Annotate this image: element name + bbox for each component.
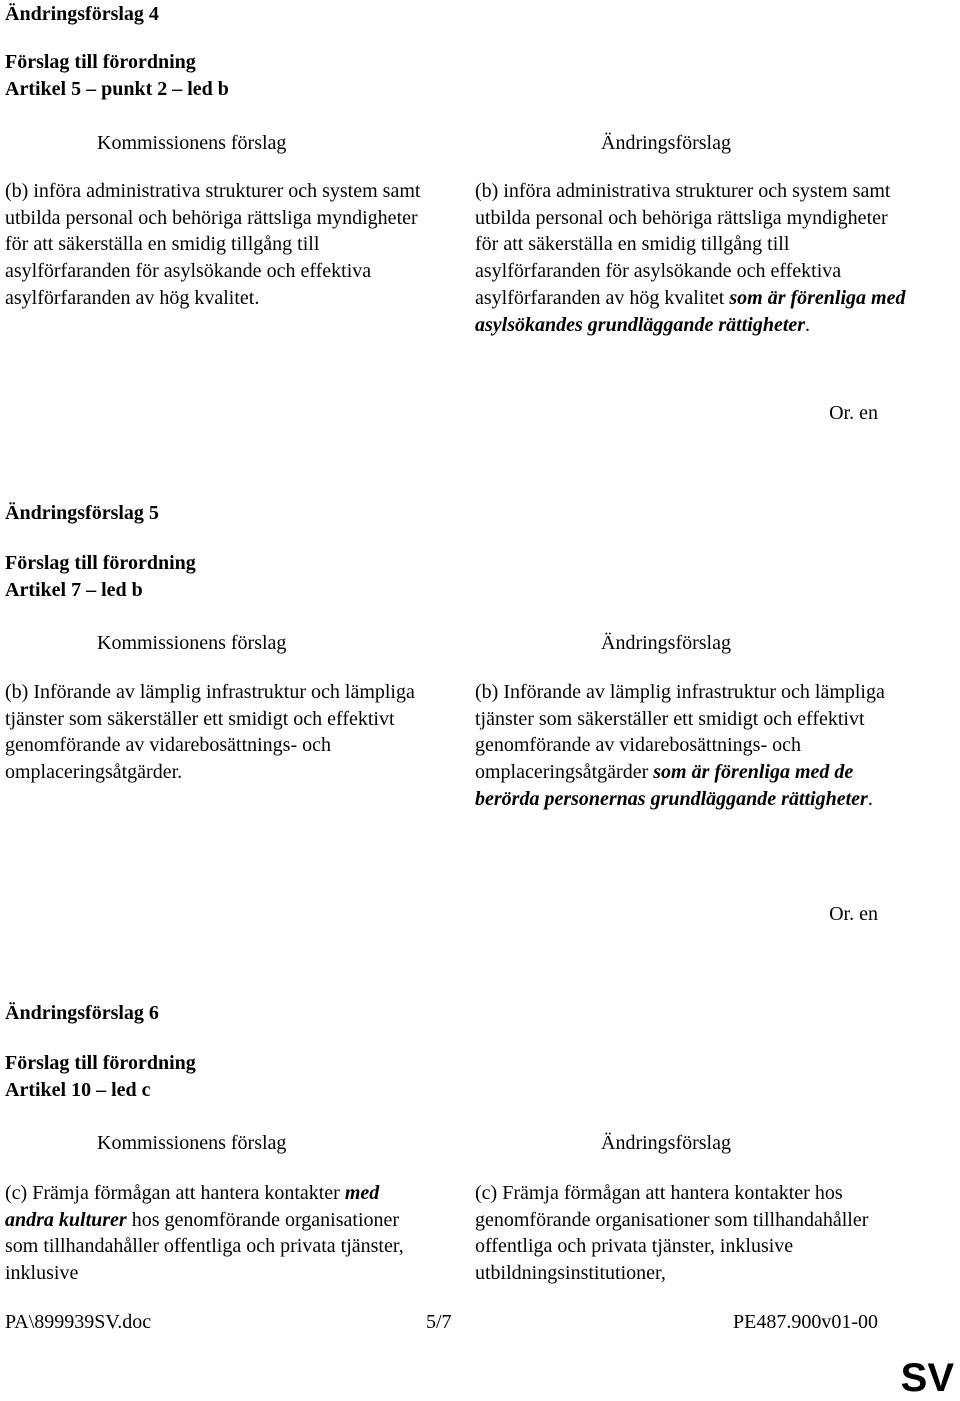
amendment-6-title: Ändringsförslag 6	[5, 1002, 159, 1024]
amendment-4-added-text: som är förenliga med asylsökandes grundläggande rättigheter	[475, 286, 906, 336]
amendment-6-commission-text	[5, 1180, 425, 1287]
amendment-5-amendment-text	[475, 679, 915, 813]
amendment-6-article: Artikel 10 – led c	[5, 1079, 151, 1101]
amendment-5-title: Ändringsförslag 5	[5, 502, 159, 524]
amendment-5-proposal: Förslag till förordning	[5, 552, 196, 574]
footer-page-number: 5/7	[426, 1311, 452, 1333]
amendment-4-amendment-text	[475, 178, 915, 338]
amendment-5-unchanged-text: (b) Införande av lämplig infrastruktur och lämpliga tjänster som säkerställer ett smidigt och effektivt genomförande av vidarebosättnings- och omplaceringsåtgärder	[475, 681, 885, 784]
amendment-4-proposal: Förslag till förordning	[5, 51, 196, 73]
amendment-5-commission-text: (b) Införande av lämplig infrastruktur och lämpliga tjänster som säkerställer ett smidigt och effektivt genomförande av vidarebosättnings- och omplaceringsåtgärder.	[5, 681, 415, 784]
amendment-4-unchanged-text: (b) införa administrativa strukturer och system samt utbilda personal och behöriga rättsliga myndigheter för att säkerställa en smidig tillgång till asylförfaranden för asylsökande och effektiva asylförfaranden av hög kvalitet	[475, 180, 891, 309]
amendment-4-article: Artikel 5 – punkt 2 – led b	[5, 78, 229, 100]
footer-doc-ref: PA\899939SV.doc	[5, 1311, 152, 1333]
amendment-4-commission-text: (b) införa administrativa strukturer och system samt utbilda personal och behöriga rättsliga myndigheter för att säkerställa en smidig tillgång till asylförfaranden för asylsökande och effektiva asylförfaranden av hög kvalitet.	[5, 180, 421, 309]
footer-pe-ref: PE487.900v01-00	[733, 1311, 878, 1333]
amendment-5-original-language: Or. en	[829, 903, 878, 925]
amendment-4-title: Ändringsförslag 4	[5, 3, 159, 25]
amendment-5-added-text: som är förenliga med de berörda personernas grundläggande rättigheter	[475, 761, 868, 810]
amendment-5-article: Artikel 7 – led b	[5, 579, 143, 601]
amendment-6-text-after: hos genomförande organisationer som tillhandahåller offentliga och privata tjänster, inklusive	[5, 1208, 404, 1285]
amendment-6-left-column-heading: Kommissionens förslag	[97, 1132, 287, 1154]
amendment-4-right-column-heading: Ändringsförslag	[601, 132, 731, 154]
amendment-6-proposal: Förslag till förordning	[5, 1052, 196, 1074]
amendment-5-left-column-heading: Kommissionens förslag	[97, 632, 287, 654]
amendment-6-text-before: (c) Främja förmågan att hantera kontakter	[5, 1182, 340, 1204]
amendment-5-end-punct: .	[867, 787, 873, 810]
amendment-5-right-column-heading: Ändringsförslag	[601, 632, 731, 654]
amendment-4-original-language: Or. en	[829, 402, 878, 424]
amendment-4-end-punct: .	[805, 313, 811, 336]
amendment-6-amendment-text: (c) Främja förmågan att hantera kontakter hos genomförande organisationer som tillhandahåller offentliga och privata tjänster, inklusive utbildningsinstitutioner,	[475, 1182, 869, 1285]
amendment-6-removed-text: med andra kulturer	[5, 1182, 380, 1231]
amendment-6-right-column-heading: Ändringsförslag	[601, 1132, 731, 1154]
footer-language-code: SV	[900, 1356, 954, 1400]
amendment-4-left-column-heading: Kommissionens förslag	[97, 132, 287, 154]
